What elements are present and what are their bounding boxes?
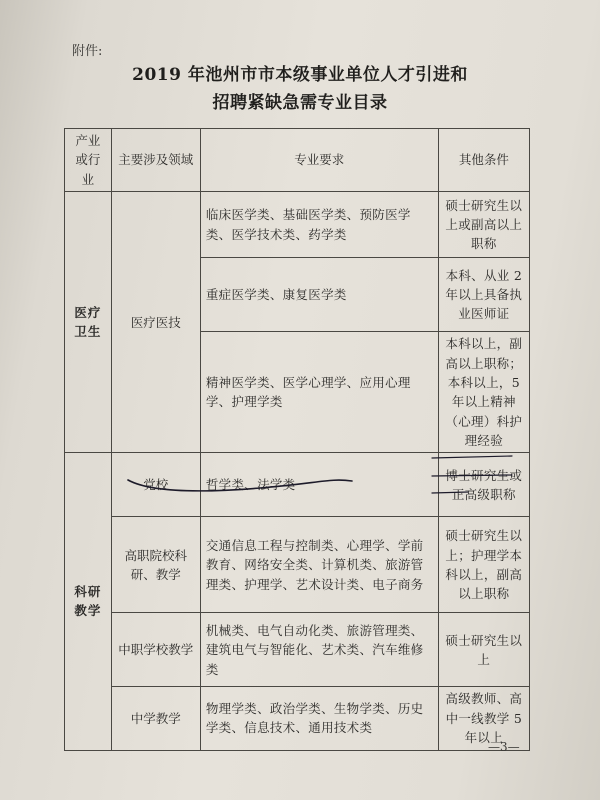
other-cell: 硕士研究生以上或副高以上职称 <box>438 192 529 258</box>
other-cell: 博士研究生或正高级职称 <box>438 453 529 517</box>
table-row <box>65 687 530 750</box>
table-row <box>65 613 530 687</box>
other-cell: 硕士研究生以上 <box>438 613 529 687</box>
header-domain: 主要涉及领域 <box>111 129 200 192</box>
domain-cell-vocational-college: 高职院校科研、教学 <box>111 517 200 613</box>
table-row <box>65 192 530 258</box>
major-cell: 临床医学类、基础医学类、预防医学类、医学技术类、药学类 <box>200 192 438 258</box>
major-cell: 机械类、电气自动化类、旅游管理类、建筑电气与智能化、艺术类、汽车维修类 <box>200 613 438 687</box>
major-cell: 重症医学类、康复医学类 <box>200 258 438 332</box>
table-header-row <box>65 129 530 192</box>
major-cell: 哲学类、法学类 <box>200 453 438 517</box>
other-cell: 硕士研究生以上；护理学本科以上，副高以上职称 <box>438 517 529 613</box>
major-cell: 交通信息工程与控制类、心理学、学前教育、网络安全类、计算机类、旅游管理类、护理学、艺术设计类、电子商务 <box>200 517 438 613</box>
table-row <box>65 453 530 517</box>
domain-cell-party-school: 党校 <box>111 453 200 517</box>
annex-label: 附件: <box>72 44 103 59</box>
industry-cell-research-teaching: 科研教学 <box>65 453 112 750</box>
major-cell: 物理学类、政治学类、生物学类、历史学类、信息技术、通用技术类 <box>200 687 438 750</box>
header-industry: 产业或行业 <box>65 129 112 192</box>
table-row <box>65 517 530 613</box>
industry-cell-medical: 医疗卫生 <box>65 192 112 453</box>
domain-cell-middle-school: 中学教学 <box>111 687 200 750</box>
domain-cell-secondary-vocational: 中职学校教学 <box>111 613 200 687</box>
page-number: —3— <box>488 740 520 754</box>
other-cell: 本科、从业 2 年以上具备执业医师证 <box>438 258 529 332</box>
document-title-line-1: 2019 年池州市市本级事业单位人才引进和 <box>132 65 468 85</box>
other-cell: 高级教师、高中一线教学 5 年以上 <box>438 687 529 750</box>
other-cell: 本科以上，副高以上职称；本科以上，5 年以上精神（心理）科护理经验 <box>438 332 529 453</box>
header-major: 专业要求 <box>200 129 438 192</box>
header-other: 其他条件 <box>438 129 529 192</box>
major-cell: 精神医学类、医学心理学、应用心理学、护理学类 <box>200 332 438 453</box>
domain-cell-medical-tech: 医疗医技 <box>111 192 200 453</box>
document-title-line-2: 招聘紧缺急需专业目录 <box>212 93 388 113</box>
talent-catalog-table <box>64 128 530 751</box>
